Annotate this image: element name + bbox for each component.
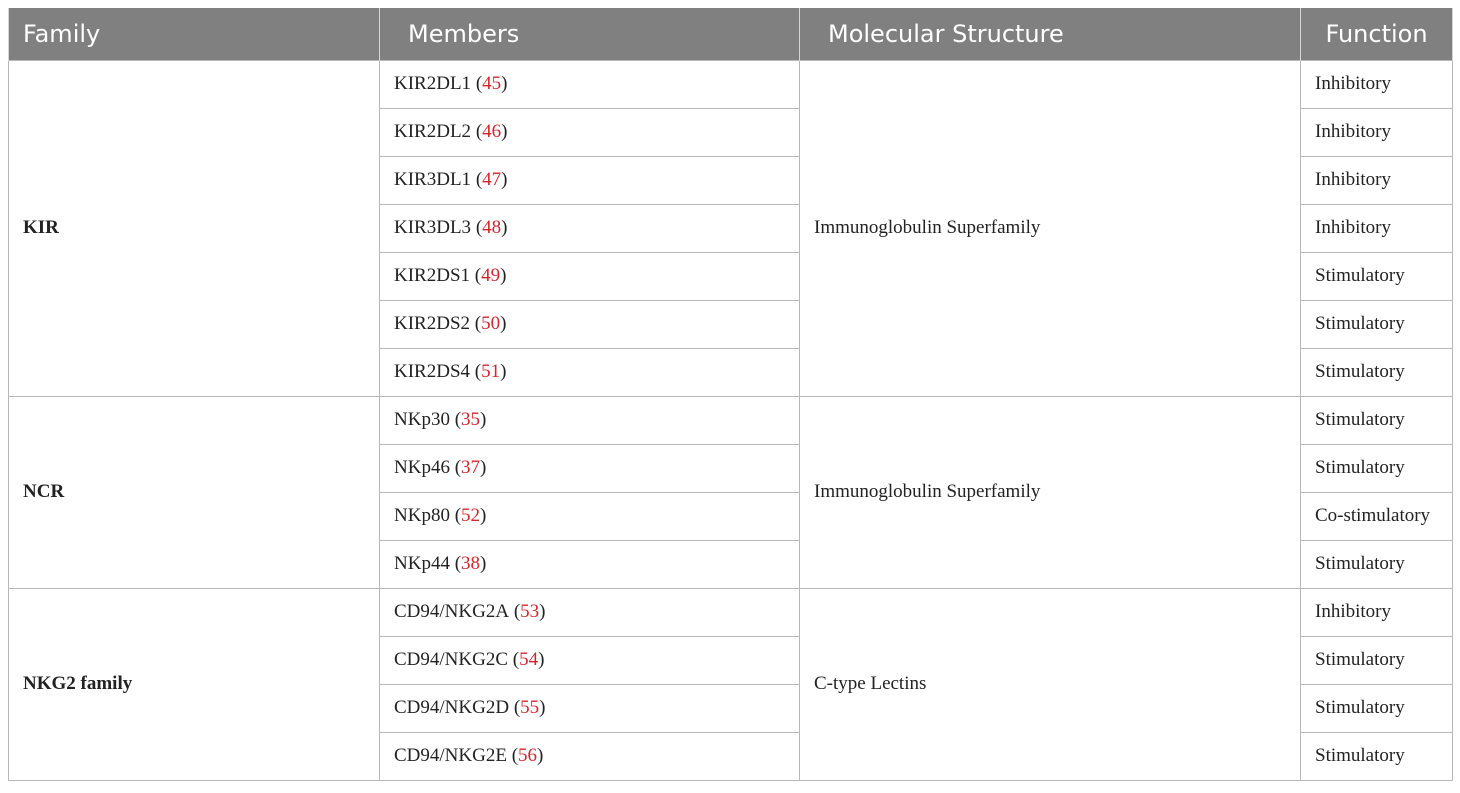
member-name: KIR2DS4: [394, 361, 471, 382]
header-function: Function: [1301, 8, 1453, 60]
function-cell: Inhibitory: [1301, 156, 1453, 204]
function-cell: Stimulatory: [1301, 732, 1453, 780]
function-cell: Inhibitory: [1301, 60, 1453, 108]
table-row: [9, 60, 1453, 108]
reference-link[interactable]: 49: [481, 265, 501, 286]
function-cell: Stimulatory: [1301, 540, 1453, 588]
member-cell: [380, 348, 800, 396]
function-cell: Stimulatory: [1301, 348, 1453, 396]
reference-open-paren: (: [471, 217, 483, 238]
function-cell: Stimulatory: [1301, 684, 1453, 732]
reference-open-paren: (: [509, 697, 521, 718]
function-cell: Stimulatory: [1301, 252, 1453, 300]
family-cell: NCR: [9, 396, 380, 588]
reference-link[interactable]: 52: [461, 505, 481, 526]
function-cell: Inhibitory: [1301, 204, 1453, 252]
reference-open-paren: (: [470, 361, 482, 382]
member-cell: [380, 60, 800, 108]
reference-open-paren: (: [470, 265, 482, 286]
member-cell: [380, 444, 800, 492]
reference-close-paren: ): [501, 169, 508, 190]
member-name: CD94/NKG2D: [394, 697, 510, 718]
member-name: NKp44: [394, 553, 450, 574]
function-cell: Stimulatory: [1301, 636, 1453, 684]
reference-open-paren: (: [508, 649, 520, 670]
reference-link[interactable]: 54: [519, 649, 539, 670]
function-cell: Inhibitory: [1301, 108, 1453, 156]
function-cell: Co-stimulatory: [1301, 492, 1453, 540]
reference-open-paren: (: [449, 505, 462, 526]
reference-open-paren: (: [449, 553, 462, 574]
reference-open-paren: (: [471, 169, 483, 190]
reference-link[interactable]: 45: [482, 73, 502, 94]
member-name: CD94/NKG2C: [394, 649, 509, 670]
molecular-structure-cell: Immunoglobulin Superfamily: [800, 396, 1301, 588]
reference-open-paren: (: [506, 745, 519, 766]
reference-close-paren: ): [537, 745, 544, 766]
family-cell: KIR: [9, 60, 380, 396]
member-name: KIR3DL1: [394, 169, 472, 190]
reference-link[interactable]: 47: [482, 169, 502, 190]
reference-link[interactable]: 53: [520, 601, 540, 622]
reference-close-paren: ): [501, 217, 508, 238]
member-name: CD94/NKG2A: [394, 601, 510, 622]
molecular-structure-cell: Immunoglobulin Superfamily: [800, 60, 1301, 396]
reference-link[interactable]: 50: [481, 313, 501, 334]
reference-link[interactable]: 51: [481, 361, 501, 382]
function-cell: Stimulatory: [1301, 396, 1453, 444]
reference-close-paren: ): [500, 313, 507, 334]
reference-open-paren: (: [470, 313, 482, 334]
header-members: Members: [380, 8, 800, 60]
member-name: KIR2DS2: [394, 313, 471, 334]
member-cell: [380, 540, 800, 588]
receptor-table: [8, 8, 1453, 781]
reference-close-paren: ): [501, 73, 508, 94]
reference-close-paren: ): [539, 697, 546, 718]
reference-open-paren: (: [471, 73, 483, 94]
table-row: [9, 588, 1453, 636]
reference-link[interactable]: 56: [518, 745, 538, 766]
molecular-structure-cell: C-type Lectins: [800, 588, 1301, 780]
reference-link[interactable]: 46: [482, 121, 502, 142]
reference-close-paren: ): [500, 361, 507, 382]
member-cell: [380, 684, 800, 732]
reference-link[interactable]: 38: [461, 553, 481, 574]
function-cell: Stimulatory: [1301, 444, 1453, 492]
member-name: NKp46: [394, 457, 450, 478]
member-name: KIR2DL1: [394, 73, 472, 94]
reference-link[interactable]: 48: [482, 217, 502, 238]
member-cell: [380, 732, 800, 780]
member-name: NKp30: [394, 409, 450, 430]
member-cell: [380, 204, 800, 252]
function-cell: Stimulatory: [1301, 300, 1453, 348]
member-cell: [380, 156, 800, 204]
member-cell: [380, 636, 800, 684]
reference-link[interactable]: 37: [461, 457, 481, 478]
header-row: [9, 8, 1453, 60]
reference-open-paren: (: [471, 121, 483, 142]
header-molecular-structure: Molecular Structure: [800, 8, 1301, 60]
table-row: [9, 396, 1453, 444]
member-name: KIR2DL2: [394, 121, 472, 142]
table-body: [9, 60, 1453, 780]
reference-close-paren: ): [480, 505, 487, 526]
member-name: KIR3DL3: [394, 217, 472, 238]
reference-open-paren: (: [449, 457, 462, 478]
function-cell: Inhibitory: [1301, 588, 1453, 636]
header-family: Family: [9, 8, 380, 60]
member-cell: [380, 588, 800, 636]
member-name: NKp80: [394, 505, 450, 526]
reference-close-paren: ): [480, 457, 487, 478]
member-cell: [380, 300, 800, 348]
reference-close-paren: ): [500, 265, 507, 286]
family-cell: NKG2 family: [9, 588, 380, 780]
reference-close-paren: ): [538, 649, 545, 670]
member-cell: [380, 252, 800, 300]
reference-close-paren: ): [539, 601, 546, 622]
member-name: CD94/NKG2E: [394, 745, 507, 766]
member-cell: [380, 396, 800, 444]
reference-close-paren: ): [480, 553, 487, 574]
member-name: KIR2DS1: [394, 265, 471, 286]
reference-close-paren: ): [480, 409, 487, 430]
member-cell: [380, 492, 800, 540]
reference-link[interactable]: 35: [461, 409, 481, 430]
reference-open-paren: (: [449, 409, 462, 430]
reference-close-paren: ): [501, 121, 508, 142]
reference-open-paren: (: [509, 601, 521, 622]
member-cell: [380, 108, 800, 156]
reference-link[interactable]: 55: [520, 697, 540, 718]
